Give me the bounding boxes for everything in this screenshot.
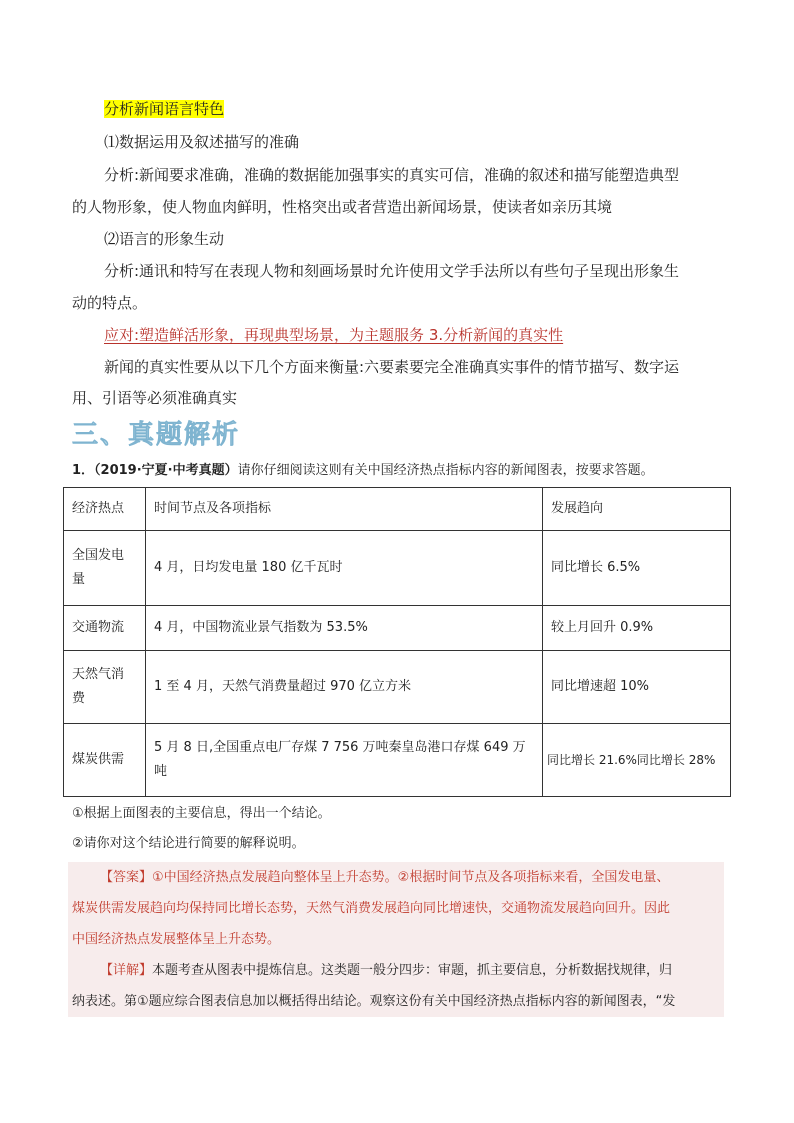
sub-question-2: ②请你对这个结论进行简要的解释说明。 xyxy=(72,836,305,851)
indicator-line: 吨 xyxy=(154,764,168,779)
detail-tag: 【详解】 xyxy=(100,963,153,978)
header-cell: 经济热点 xyxy=(64,488,146,531)
detail-block xyxy=(68,955,724,1017)
trend-cell: 较上月回升 0.9% xyxy=(543,606,731,651)
answer-line1: 【答案】①中国经济热点发展趋向整体呈上升态势。②根据时间节点及各项指标来看，全国发电量、 xyxy=(100,870,670,885)
question-number: 1． xyxy=(72,463,95,478)
item2-title: ⑵语言的形象生动 xyxy=(104,230,225,248)
section-title-highlight: 分析新闻语言特色 xyxy=(104,100,225,118)
countermeasure-line: 应对:塑造鲜活形象，再现典型场景，为主题服务 3.分析新闻的真实性 xyxy=(104,326,564,344)
answer-line2: 煤炭供需发展趋向均保持同比增长态势，天然气消费发展趋向同比增速快，交通物流发展趋向回升。因此 xyxy=(72,901,671,916)
question-text: 请你仔细阅读这则有关中国经济热点指标内容的新闻图表，按要求答题。 xyxy=(237,463,654,478)
hotspot-cell xyxy=(64,531,146,606)
table-row xyxy=(64,531,731,606)
trend-cell: 同比增长 6.5% xyxy=(543,531,731,606)
sub-question-1: ①根据上面图表的主要信息，得出一个结论。 xyxy=(72,806,331,821)
trend-cell: 同比增长 21.6%同比增长 28% xyxy=(543,724,731,797)
question-source: （2019·宁夏·中考真题） xyxy=(94,463,238,478)
detail-line1: 【详解】本题考查从图表中提炼信息。这类题一般分四步：审题，抓主要信息，分析数据找规律，归 xyxy=(100,963,673,978)
table-row xyxy=(64,651,731,724)
hotspot-cell xyxy=(64,651,146,724)
question-line xyxy=(72,461,654,481)
indicator-cell: 4 月，日均发电量 180 亿千瓦时 xyxy=(146,531,543,606)
hotspot-cell: 煤炭供需 xyxy=(64,724,146,797)
header-cell: 发展趋向 xyxy=(543,488,731,531)
table-row xyxy=(64,724,731,797)
item2-analysis-line1: 分析:通讯和特写在表现人物和刻画场景时允许使用文学手法所以有些句子呈现出形象生 xyxy=(104,262,680,280)
answer-block xyxy=(68,862,724,955)
indicator-cell: 4 月，中国物流业景气指数为 53.5% xyxy=(146,606,543,651)
indicator-cell xyxy=(146,724,543,797)
indicator-cell: 1 至 4 月，天然气消费量超过 970 亿立方米 xyxy=(146,651,543,724)
indicator-line: 5 月 8 日,全国重点电厂存煤 7 756 万吨秦皇岛港口存煤 649 万 xyxy=(154,740,526,755)
table-row xyxy=(64,606,731,651)
hotspot-cell: 交通物流 xyxy=(64,606,146,651)
item1-title: ⑴数据运用及叙述描写的准确 xyxy=(104,133,300,151)
hotspot-line: 费 xyxy=(72,691,86,706)
item1-analysis-line1: 分析:新闻要求准确，准确的数据能加强事实的真实可信，准确的叙述和描写能塑造典型 xyxy=(104,166,680,184)
answer-tag: 【答案】 xyxy=(100,870,153,885)
answer-line3: 中国经济热点发展整体呈上升态势。 xyxy=(72,932,281,947)
trend-cell: 同比增速超 10% xyxy=(543,651,731,724)
section-title xyxy=(104,98,224,120)
truth-line2: 用、引语等必须准确真实 xyxy=(72,389,238,407)
item2-analysis-line2: 动的特点。 xyxy=(72,294,148,312)
hotspot-line: 量 xyxy=(72,572,86,587)
hotspot-line: 全国发电 xyxy=(72,548,125,563)
section-heading: 三、真题解析 xyxy=(72,420,241,450)
detail-line2: 纳表述。第①题应综合图表信息加以概括得出结论。观察这份有关中国经济热点指标内容的新闻图表，“发 xyxy=(72,994,676,1009)
truth-line1: 新闻的真实性要从以下几个方面来衡量:六要素要完全准确真实事件的情节描写、数字运 xyxy=(104,358,680,376)
header-cell: 时间节点及各项指标 xyxy=(146,488,543,531)
economic-hotspot-table xyxy=(63,487,731,797)
item1-analysis-line2: 的人物形象，使人物血肉鲜明，性格突出或者营造出新闻场景，使读者如亲历其境 xyxy=(72,198,613,216)
table-header-row xyxy=(64,488,731,531)
hotspot-line: 天然气消 xyxy=(72,667,125,682)
